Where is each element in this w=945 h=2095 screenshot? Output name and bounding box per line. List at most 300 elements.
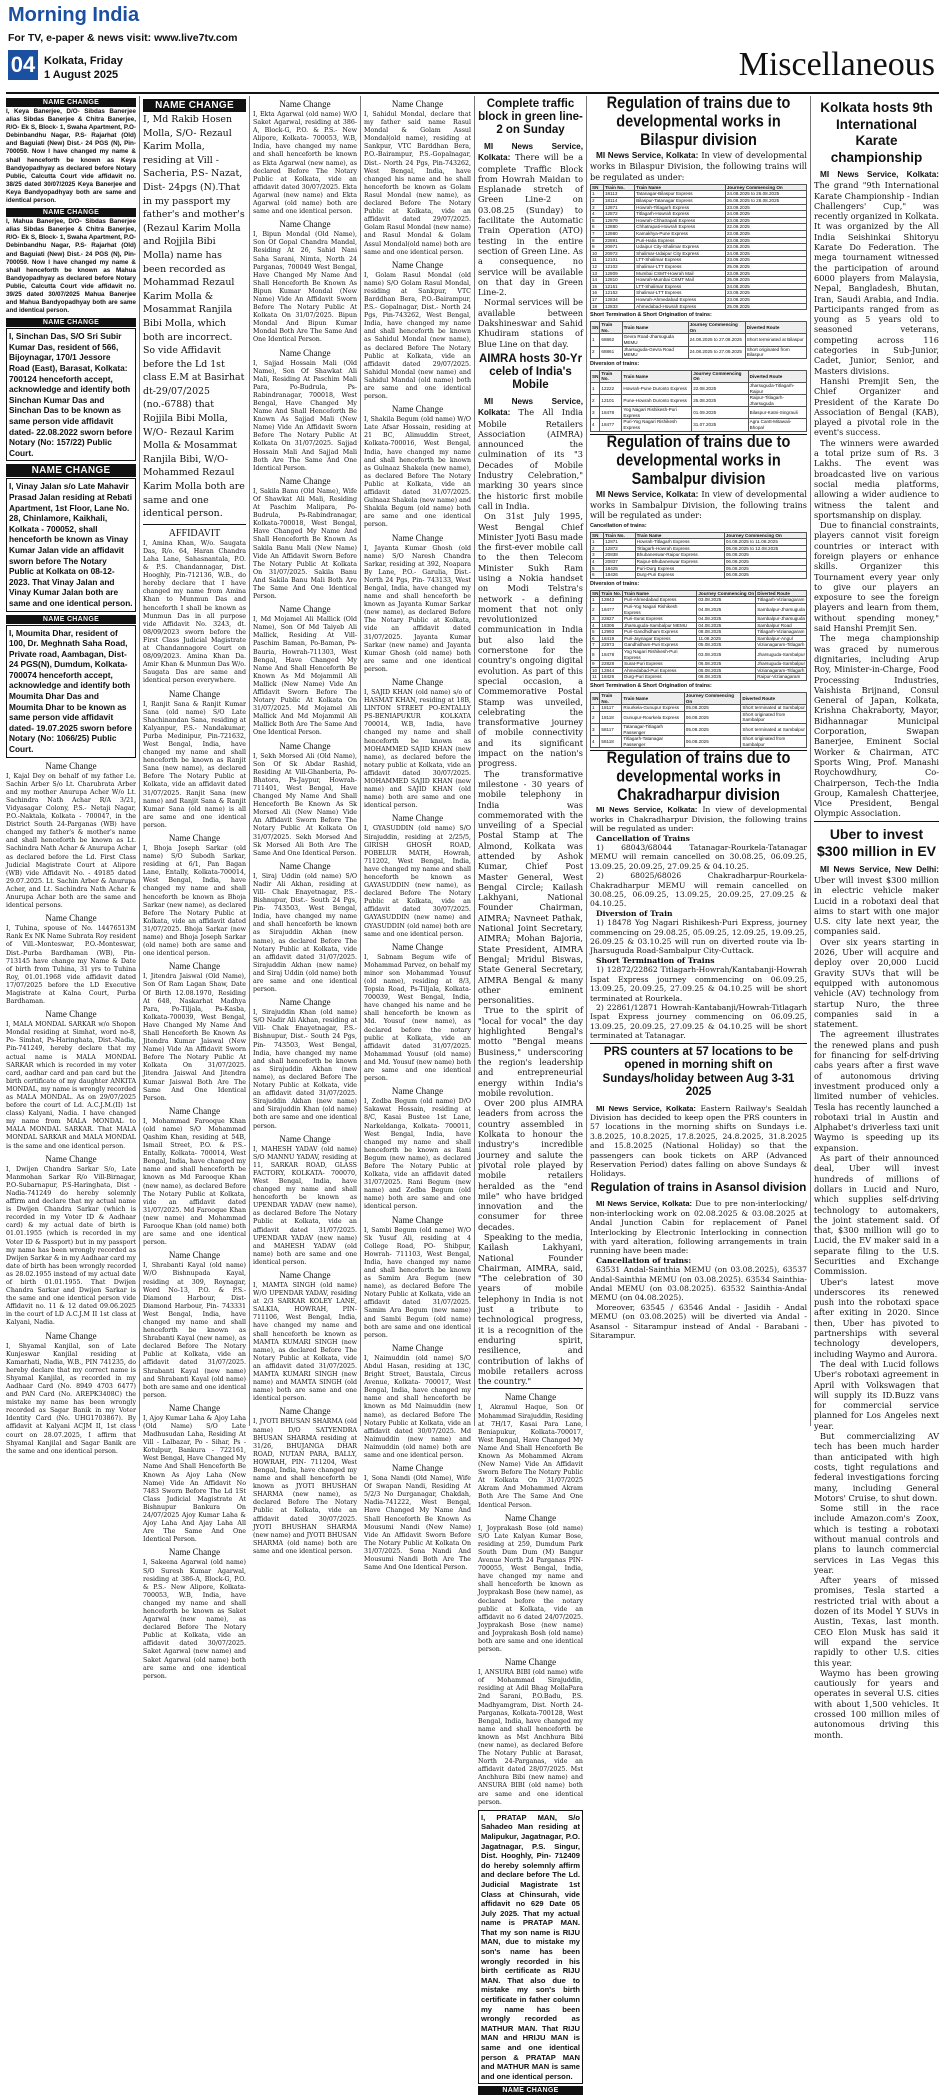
table-header-row — [591, 590, 807, 597]
table-row — [591, 296, 807, 303]
notice: I, Zedba Begum (old name) D/O Sakawat Hossain, residing at 8/C, Kasai Bustee 1st Lane, Narkeldanga, Kolkata- 700011, West Bengal, India, have changed my name and shall henceforth be known as Rani Begum (new name), as declared Before The Notary Public at Kolkata, vide an affidavit dated 31/07/2025. Rani Begum (new name) and Zedba Begum (old name) both are same and one identical person. — [364, 1098, 471, 1211]
paragraph: Uber will invest $300 million in electric vehicle maker Lucid in a robotaxi deal that aims to start with one major U.S. city late next year, the companies said. — [814, 875, 939, 937]
table-cell: 12993 — [600, 629, 623, 636]
table-cell: 18477 — [600, 603, 623, 615]
notice-heading: Name Change — [45, 1153, 97, 1164]
table-cell: 12871 — [604, 539, 636, 546]
table-cell: Short originated from Sambalpur — [741, 736, 807, 748]
table-cell: 23.09.2025 — [725, 270, 806, 277]
notice: I, Sajjad Hossain Mali (Old Name), Son Of Shawkat Ali Mali, Residing At Paschim Mali Para, Po-Budrula, Ps-Rabindranagar, 700018, West Bengal, Have Changed My Name And Shall Henceforth Be Known As Sajjad Mali (New Name) Vide An Affidavit Sworn Before The Notary Public At Kolkata On 31/07/2025. Sajjad Hossain Mali And Sajjad Mali Both Are The Same And One Identical Person. — [253, 359, 357, 472]
table-row — [591, 407, 807, 419]
notice: I, Naimuddin (old name) S/O Abdul Hasan, residing at 13C, Bright Street, Baustala, Circus Avenue, Kolkata- 700017, West Bengal, India, have changed my name and shall henceforth be known as Md Naimuddin (new name), as declared Before The Notary Public at Kolkata, vide an affidavit dated 30/07/2025. Md Naimuddin (new name) and Naimuddin (old name) both are same and one identical person. — [364, 1354, 471, 1459]
name-change-bar: NAME CHANGE — [6, 318, 136, 327]
table-row — [591, 642, 807, 649]
table-row — [591, 346, 807, 358]
paragraph: In view of developmental works in Sambalpur Division, the following trains will be regulated as under: — [590, 488, 807, 521]
table-cell: Kamakhya-Pune Express — [635, 231, 726, 238]
table-cell: Puri-Surat Express — [623, 616, 697, 623]
paragraph: The transformative milestone - 30 years of mobile telephony in India was commemorated with the unveiling of a Special Postal Stamp at The Almond, Kolkata was attended by Ashok Kumar, Chief Post Master General, West Bengal Circle; Kailash Lakhyani, National Founder Chairman, AIMRA; Navneet Pathak, National Joint Secretary, AIMRA; Mohan Bajoria, State President, AIMRA Bengal; Mridul Biswas, State General Secretary, AIMRA Bengal & many other eminent personalities. — [478, 768, 583, 1006]
table-cell: Titlagarh-Howrah Express — [635, 211, 726, 218]
table-row — [591, 395, 807, 407]
table-cell: 10 — [591, 250, 604, 257]
table-cell: 04.08.2025 — [697, 616, 756, 623]
table-cell: Sambalpur-Jharsuguda — [756, 603, 807, 615]
table-cell: Howrah-Chhatrapati Express — [635, 217, 726, 224]
table-row — [591, 711, 807, 723]
table-cell: Sambalpur-Jharsuguda — [757, 616, 805, 622]
table-cell: 68861 — [600, 346, 622, 358]
table-row — [591, 419, 807, 431]
notice-heading: Name Change — [279, 99, 331, 109]
story-dateline: MI News Service, New Delhi: — [820, 864, 939, 874]
table-cell: 15 — [591, 283, 604, 290]
table-cell: 12102 — [603, 264, 634, 271]
table-cell: Ahmedabad-Puri Express — [623, 667, 697, 674]
table-cell: 08.08.2025 — [697, 629, 756, 636]
table-cell: 11.08.2025 — [697, 635, 756, 642]
table-cell: Puri-Hatia Express — [635, 237, 726, 244]
table-cell: 12844 — [600, 667, 623, 674]
table-cell: Puri-Ahmedabad Express — [623, 597, 697, 604]
table-cell: 3 — [591, 407, 600, 419]
notice: I, Sekh Morsed Ali (Old Name), Son Of Sk Abdar Rashid, Residing At Vill-Ghanberia, Po-Bhatora, Ps-Jaypur, Howrah-711401, West Bengal, Have Changed My Name And Shall Henceforth Be Known As Sk Morsed Ali (New Name) Vide An Affidavit Sworn Before The Notary Public At Kolkata On 31/07/2025. Sekh Morsed And Sk Morsed Ali Both Are The Same And One Identical Person. — [253, 752, 357, 857]
table-row — [591, 250, 807, 257]
short-termination-table — [590, 692, 807, 748]
table-cell: 2 — [591, 395, 600, 407]
table-cell: 8 — [591, 237, 604, 244]
table-cell: 13 — [591, 270, 604, 277]
table-cell: Mumbai CSMT-Howrah Mail — [635, 270, 726, 277]
table-row — [591, 674, 807, 681]
notice-heading: Name Change — [391, 1463, 444, 1474]
table-cell: Puri-Yog Nagari Rishikesh Express — [622, 419, 692, 431]
table-cell: 16 — [591, 290, 604, 297]
table-cell: 23.09.2025 — [725, 290, 806, 297]
table-header-cell: SN — [592, 590, 599, 596]
table-cell: 6 — [591, 224, 604, 231]
table-row — [591, 191, 807, 198]
table-row — [591, 661, 807, 668]
table-cell: 68862 — [600, 334, 622, 346]
table-cell: 14 — [591, 277, 604, 284]
paragraph: Due to financial constraints, players cannot visit foreign countries or interact with foreign players or enhance skills. Organizer this Tournament every year only to give our players an exposure to see the foreign players and learn from them, without spending money," said Hanshi Premjit Sen. — [814, 520, 939, 634]
story-body — [590, 1104, 807, 1179]
table-label: Cancellation of trains: — [590, 522, 647, 529]
table-cell: 8 — [591, 649, 600, 661]
table-cell: Yog Nagari Rishikesh-Puri Express — [622, 407, 692, 419]
table-header-row — [591, 693, 807, 705]
table-cell: Short terminated at Sambalpur — [742, 705, 805, 711]
name-change-bar: NAME CHANGE — [6, 464, 136, 477]
notice-heading: Name Change — [168, 961, 221, 972]
story-headline: Regulation of trains in Asansol division — [590, 1181, 807, 1194]
table-header-cell: SN — [591, 532, 604, 539]
table-cell: Sambalpur Road — [756, 622, 807, 629]
table-cell: 2 — [591, 346, 600, 358]
table-cell: Raipur-Titlagarh-Jharsuguda — [748, 395, 806, 407]
table-header-row — [591, 370, 807, 382]
cancellation-table — [590, 532, 807, 579]
table-cell: 58117 — [600, 724, 622, 736]
notice-heading: Name Change — [391, 1342, 444, 1353]
story-headline: PRS counters at 57 locations to be opened in morning shift on Sundays/holiday between Aug 3-31 2025 — [602, 1045, 795, 1099]
table-row — [591, 616, 807, 623]
table-cell: LTT-Shalimar Express — [635, 257, 726, 264]
table-cell: Raipur-Bhubaneswar Express — [635, 558, 724, 565]
table-cell: Vizianagaram-Titlagarh — [756, 642, 807, 649]
notice: I, Golam Rasul Mondal (old name) S/O Golam Rasul Mondal, residing at Sankpur, VTC Barddhan Bera, P.O.-Bairampur, P.S.- Gopalnagar, Dist.- North 24 Pgs, Pin-743262, West Bengal, India, have changed my name and shall henceforth be known as Sahidul Mondal (new name), as declared Before The Notary Public at Kolkata, vide an affidavit dated 29/07/2025. Sahidul Mondal (new name) and Sahidul Mandal (old name) both are same and one identical person. — [364, 271, 471, 401]
notice: I, Sahidul Mondal, declare that my father said name Rasul Mondal & Golam Assul Mondal(old name), residing at Sankpur, VTC Barddhan Bera, P.O.-Bairampur, P.S.-Gopalnagar, Dist.- North 24 Pgs, Pin-743262, West Bengal, India, have changed his name and he shall henceforth be known as Golam Rasul Mondal (new name), as declared Before The Notary Public at Kolkata, vide an affidavit dated 29/07/2025. Golam Rasul Mondal (new name) and Rasul Mondal & Golam Assul Mondal(old name) both are same and one identical person. — [364, 111, 471, 256]
story-dateline: MI News Service, Kolkata: — [596, 489, 699, 499]
table-cell: Jharsuguda-Sambalpur — [757, 661, 805, 667]
table-cell: Tatanagar-Titlagarh Passenger — [622, 724, 684, 736]
notice: I, Jitendra Jaiswal (Old Name), Son Of Ram Lagan Shaw, Date Of Birth 12.08.1970, Residing At 648, Naskarhat Madhya Para, Po-Tiljala, Ps-Kasba, Kolkata-700039, West Bengal, Have Changed My Name And Shall Henceforth Be Known As Jitendra Kumar Jaiswal (New Name) Vide An Affidavit Sworn Before The Notary Public At Kolkata On 31/07/2025. Jitendra Jaiswal And Jitendra Kumar Jaiswal Both Are The Same And One Identical Person. — [143, 973, 246, 1102]
table-cell: 12880 — [603, 231, 634, 238]
table-cell: 3 — [591, 724, 600, 736]
table-cell: 20838 — [604, 552, 636, 559]
table-row — [591, 629, 807, 636]
notice: I, MALA MONDAL SARKAR w/o Shopon Mondal residing at Simhat, word no-8, Po- Simhat, Ps-Haringhata, Dist.-Nadia, Pin-741249, hereby declare that my actual name is MALA MONDAL SARKAR which is recorded in my voter card, aadhar card and pan card but the birth certificate of my daughter ANKITA MONDAL, my name is wrongly recorded as MALA MONDAL. As on 29/07/2025 before the court of Ld. A.C.J.M.(II) 1st class) Kalyani, Nadia. I have changed my name from MALA MONDAL to MALA MONDAL SARKAR. That MALA MONDAL SARKAR and MALA MONDAL is the same and one identical person. — [6, 1021, 136, 1150]
notice: I, MAHESH YADAV (old name) S/O MANNU YADAV, residing at 11, SARKAR ROAD, GLASS FACTORY, KOLKATA- 700070, West Bengal, India, have changed my name and shall henceforth be known as UPENDAR YADAV (new name), as declared Before The Notary Public at Kolkata, vide an affidavit dated 31/07/2025. UPENDAR YADAV (new name) and MAHESH YADAV (old name) both are same and one identical person. — [253, 1145, 357, 1266]
table-cell: 12151 — [603, 283, 634, 290]
table-cell: 2 — [591, 603, 600, 615]
table-cell: 25.09.2025 — [725, 303, 806, 310]
notice-heading: Name Change — [391, 404, 444, 415]
paragraph: Cancellation of Trains — [596, 833, 690, 843]
table-cell: Jharsuguda-Titlagarh-Raipur — [748, 382, 806, 394]
table-cell: Puri-Jaynagar Express — [623, 635, 697, 642]
notice: I, Shrabanti Kayal (old name) W/O Bishnupada Kayal, residing at 309, Roynagar, Word No-13, P.O. & P.S.- Diamond Harbour, Dist- Diamond Harbour, Pin- 743331 West Bengal, India, have changed my name and shall henceforth be known as Shrabanti Kayal (new name), as declared Before The Notary Public at Kolkata, vide an affidavit dated 31/07/2025. Shrabanti Kayal (new name) and Shrabanti Kayal (old name) both are same and one identical person. — [143, 1262, 246, 1399]
table-cell: 2 — [591, 198, 604, 205]
table-cell: Gevra Road-Jharsuguda MEMU — [622, 334, 688, 346]
story-dateline: MI News Service, Kolkata: — [596, 805, 698, 815]
affidavit-heading: AFFIDAVIT — [168, 527, 221, 539]
table-cell: Short terminated at Sambalpur — [741, 724, 807, 736]
story-dateline: MI News Service, Kolkata: — [478, 142, 583, 163]
notice-heading: Name Change — [391, 99, 444, 109]
table-header-cell: Train Name — [635, 184, 726, 191]
table-cell: Agra Cantt-Mitawali-Bhopal — [748, 419, 806, 431]
table-cell: 3 — [591, 552, 604, 559]
notice-heading: Name Change — [279, 860, 331, 871]
table-header-row — [591, 322, 807, 334]
notice-heading: Name Change — [391, 259, 444, 270]
table-row — [591, 667, 807, 674]
table-header-cell: Train Name — [622, 370, 692, 382]
table-row — [591, 736, 807, 748]
paragraph: Eastern Railway's Sealdah Division has decided to keep open the PRS counters in 57 locations in the morning shifts on Sundays i.e. 3.8.2025, 10.8.2025, 17.8.2025, 24.8.2025, 31.8.2025 and 15.8.2025 (National Holiday) so that the passengers can book tickets on ARP (Advanced Reservation Period) dates falling on above Sundays & Holidays. — [590, 1103, 807, 1179]
table-cell: 20837 — [604, 558, 636, 565]
table-cell: Jharsuguda-Gevra Road MEMU — [622, 346, 688, 358]
notice: I, SAJID KHAN (old name) s/o of HASMAT KHAN, residing at 18B, LINTON STREET PO-ENTALLY PS-BENIAPUKUR KOLKATA 700014, W.B, India, have changed my name and shall henceforth be known as MOHAMMED SAJID KHAN (new name), as declared before the notary public at Kolkata, vide an affidavit dated 30/07/2025. MOHAMMED SAJID KHAN (new name) and SAJID KHAN (old name) both are same and one identical person. — [364, 689, 471, 810]
table-cell: 23.09.2025 — [725, 257, 806, 264]
table-cell: 04.08.2025 — [697, 622, 756, 629]
story-dateline: MI News Service, Kolkata: — [478, 396, 583, 418]
story-body — [590, 489, 807, 521]
table-cell: 5 — [591, 217, 604, 224]
table-cell: Surat-Puri Express — [623, 661, 697, 668]
table-cell: Titlagarh-Vizianagaram — [756, 597, 807, 604]
table-row — [591, 211, 807, 218]
table-header-cell: Journey Commencing On — [684, 693, 741, 705]
table-row — [591, 597, 807, 604]
diversion-table — [590, 590, 807, 681]
table-row — [591, 724, 807, 736]
notice: I, Tuhina, spouse of No. 14476513M Rank Ex NK Name Subrata Roy resident of Vill.-Monteswar, P.O.-Monteswar, Dist.-Purba Bardhaman (WB), Pin- 713145 have change my Name & Date of birth from Tuhina, 31 yrs to Tuhina Roy, 01.01.1968 vide affidavit dated 17/07/2025 before the LD Executive Magistrate at Kalna Court, Purba Bardhaman. — [6, 925, 136, 1006]
city-day: Kolkata, Friday — [44, 55, 123, 67]
table-row — [591, 545, 807, 552]
notice: I, Akramul Haque, Son Of Mohammad Sirajuddin, Residing at 7H/17, Kasai Para Lane, Beniapukur, Kolkata-700017, West Bengal, Have Changed My Name And Shall Henceforth Be Known As Mohammed Akram (New Name) Vide An Affidavit Sworn Before The Notary Public At Kolkata On 31/07/2025 Akram And Mohammed Akram Both Are The Same And One Identical Person. — [478, 1404, 583, 1509]
table-cell: 23.09.2025 — [725, 204, 806, 211]
divider — [143, 524, 246, 525]
column-rule — [810, 96, 811, 1426]
table-cell: 4 — [591, 558, 604, 565]
table-cell: 1 — [591, 191, 604, 198]
table-cell: 12843 — [600, 597, 623, 604]
table-header-cell: Diverted Route — [745, 322, 806, 334]
notice: I, Siraj Uddin (old name) S/O Nadir Ali Akhan, residing at Vill- Chak Enayetnagar, P.S.- Bishnupur, Dist.- South 24 Pgs, Pin- 743503, West Bengal, India, have changed my name and shall henceforth be known as Sirajuddin Akhan (new name), as declared Before The Notary Public at Kolkata, vide an affidavit dated 31/07/2025. Sirajuddin Akhan (new name) and Siraj Uddin (old name) both are same and one identical person. — [253, 872, 357, 994]
table-row — [591, 204, 807, 211]
table-header-cell: Train No. — [600, 693, 622, 705]
table-cell: 12101 — [600, 395, 622, 407]
story-headline: Regulation of trains due to developmental works in Chakradharpur division — [606, 749, 791, 805]
table-header-cell: Diverted Route — [741, 693, 807, 705]
table-cell: Sambalpur-Angul — [756, 635, 807, 642]
table-cell: 12834 — [603, 296, 634, 303]
table-cell: 05.08.2025 — [684, 724, 741, 736]
table-cell: Bilaspur-Katni-Singrauli — [748, 407, 806, 419]
table-cell: 06.08.2025 — [697, 661, 756, 668]
paragraph: The winners were awarded a total prize sum of Rs. 3 Lakhs. The event was broadcasted live on various social media platforms, allowing a wider audience to witness the talent and sportsmanship on display. — [814, 437, 939, 520]
table-cell: 01.09.2025 — [692, 407, 748, 419]
table-row — [591, 603, 807, 615]
notice: I, Sakila Banu (Old Name), Wife Of Shawkat Ali Mali, Residing At Paschim Malipara, Po-Budrula, Ps-Rabindranagar, Kolkata-700018, West Bengal, Have Changed My Name And Shall Henceforth Be Known As Sakila Banu Mali (New Name) Vide An Affidavit Sworn Before The Notary Public At Kolkata On 31/07/2025. Sakila Banu And Sakila Banu Mali Both Are The Same And One Identical Person. — [253, 487, 357, 601]
table-cell: 24.09.2025 — [725, 211, 806, 218]
brand-title: Morning India — [8, 4, 140, 26]
story-body — [814, 169, 939, 819]
notice-heading: Name Change — [168, 1547, 221, 1558]
table-cell: 04.08.2025 to 11.08.2025 — [724, 539, 806, 546]
table-cell: Puri-Gandhidham Express — [623, 629, 697, 636]
notice: I, Sona Nandi (Old Name), Wife Of Swapan Nandi, Residing At 5/2/3 No Durganagar, Chakdah, Nadia-741222, West Bengal, Have Changed My Name And Shall Henceforth Be Known As Mousumi Nandi (New Name) Vide An Affidavit Sworn Before The Notary Public At Kolkata On 31/07/2025. Sona Nandi And Mousumi Nandi Both Are The Same And One Identical Person. — [364, 1475, 471, 1572]
notice: I, Jayanta Kumar Ghosh (old name) S/O Naresh Chandra Sarkar, residing at 392, Noapara By Lane, P.O.- Garulia, Dist.- North 24 Pgs, Pin- 743133, West Bengal, India, have changed my name and shall henceforth be known as Jayanta Kumar Sarkar (new name), as declared Before The Notary Public at Kolkata, vide an affidavit dated 31/07/2025. Jayanta Kumar Sarkar (new name) and Jayanta Kumar Ghosh (old name) both are same and one identical person. — [364, 544, 471, 673]
table-cell: 4 — [591, 622, 600, 629]
table-cell: Puri-Durg Express — [635, 565, 724, 572]
notice-heading: Name Change — [391, 677, 444, 687]
table-header-row — [591, 184, 807, 191]
table-cell: Howrah-Mumbai CSMT Mail — [635, 277, 726, 284]
story-body — [478, 141, 583, 349]
table-label: Short Termination & Short Origination of trains: — [590, 312, 712, 319]
notice: I, GYASUDDIN (old name) S/O Sirajuddin, residing at 2/25/5, GIRISH GHOSH ROAD, POBELUR MATH, Howrah, 711202, West Bengal, India, have changed my name and shall henceforth be known as GAYASUDDIN (new name), as declared Before The Notary Public at Kolkata, vide an affidavit dated 30/07/2025. GAYASUDDIN (new name) and GYASUDDIN (old name) both are same and one identical person. — [364, 825, 471, 938]
notice: I, Bhoja Joseph Sarkar (old name) S/O Subodh Sarkar, residing at 6/1, Pan Bagan Lane, Entally, Kolkata-700014, West Bengal, India, have changed my name and shall henceforth be known as Bhoja Sarkar (new name), as declared Before The Notary Public at Kolkata, vide an affidavit dated 31/07/2025. Bhoja Sarkar (new name) and Bhoja Joseph Sarkar (old name) both are same and one identical person. — [143, 845, 246, 958]
table-cell: Puri-Yog Nagari Rishikesh Express — [623, 603, 697, 615]
table-cell: 23.08.2025 — [725, 237, 806, 244]
notice-heading: Name Change — [168, 688, 221, 699]
table-cell: 04.08.2025 — [697, 603, 756, 615]
table-header-cell: Journey Commencing On — [688, 322, 745, 334]
table-row — [591, 217, 807, 224]
notice-heading: Name Change — [279, 347, 331, 358]
table-cell: 22.09.2025 — [725, 224, 806, 231]
paragraph: In view of developmental works in Chakradharpur Division, the following trains will be regulated as under: — [590, 805, 807, 834]
table-cell: Shalimar-LTT Express — [635, 290, 726, 297]
table-header-cell: Train No. — [600, 370, 622, 382]
table-cell: Titlagarh-Tatanagar Passenger — [622, 736, 684, 748]
story-dateline: MI News Service, Kolkata: — [820, 170, 939, 179]
table-row — [591, 382, 807, 394]
notice-heading: Name Change — [391, 1214, 444, 1225]
table-cell: 20971 — [603, 244, 634, 251]
table-cell: Chhatrapati-Howrah Express — [635, 224, 726, 231]
notice-heading: Name Change — [504, 1657, 557, 1668]
table-cell: 12833 — [603, 303, 634, 310]
table-header-cell: Train No. — [600, 322, 622, 334]
table-row — [591, 334, 807, 346]
table-cell: 18426 — [604, 572, 636, 579]
table-label: Short Termination & Short Origination of trains: — [590, 683, 712, 690]
notice: I, Ajoy Kumar Laha & Ajoy Laha (Old Name) S/O Late Madhusudan Laha, Residing At Vill - Lalbazar, Po - Sihar, Ps - Kotulpur, Bankura - 722161, West Bengal, Have Changed My Name And Shall Henceforth Be Known As Ajoy Laha (New Name) Vide An Affidavit No 7483 Sworn Before The Ld 1St Class Judicial Magistrate At Bishnupur Bankura On 24/07/2025 Ajoy Kumar Laha & Ajoy Laha And Ajay Laha All Are The Same And One Identical Person. — [143, 1414, 246, 1544]
column-rule — [139, 96, 140, 1426]
name-change-bar: NAME CHANGE — [6, 615, 136, 624]
story-body — [590, 1199, 807, 1340]
table-cell: 1 — [591, 597, 600, 604]
story-headline: Regulation of trains due to developmental works in Bilaspur division — [606, 94, 791, 150]
table-cell: 4 — [591, 419, 600, 431]
paragraph: After years of missed promises, Tesla started a restricted trial with about a dozen of its Model Y SUVs in Austin, Texas, last month. CEO Elon Musk has said it will expand the service rapidly to other U.S. cities this year. — [814, 1575, 939, 1668]
table-cell: 1 — [591, 539, 604, 546]
paragraph: In view of developmental works in Bilaspur Division, the following trains will be regulated as under: — [590, 150, 807, 182]
table-cell: 6 — [591, 572, 604, 579]
table-cell: Vizianagaram-Titlagarh — [756, 667, 807, 674]
table-header-row — [591, 532, 807, 539]
table-cell: 18 — [591, 303, 604, 310]
notice: I, Keya Banerjee, D/O- Sibdas Banerjee alias Sibdas Banerjee & Chitra Banerjee, R/O- Ek S, Block- 1, Swaha Apartment, P.O- Debinbandhu Nagar, P.S- Rajarhat (Old) and Baguiati (New) Dist.- 24 PGS (N), Pin- 700059. Now I have changed my name & shall henceforth be known as Keya Bandyopadhyay as declared before Notary Public, Calcutta Court vide affidavit no. 38/25 dated 30/07/2025 Keya Banerjee and Keya Bandyopadhyay both are same and identical person. — [6, 108, 136, 205]
table-cell: 24.08.2025 — [725, 250, 806, 257]
table-cell: 12809 — [603, 270, 634, 277]
table-cell: 12880 — [603, 224, 634, 231]
table-cell: 17 — [591, 296, 604, 303]
table-header-cell: SN — [591, 322, 600, 334]
table-cell: 1 — [591, 382, 600, 394]
notice: I, Ranjit Sana & Ranjit Kumar Sana (old name) S/O Late Shachinandan Sana, residing at Kalyanpur, P.S.- Nandakumar, Purba Medinipur, Pin-721632, West Bengal, India, have changed my name and shall henceforth be known as Ranjit Sana (new name), as declared Before The Notary Public at Kolkata, vide an affidavit dated 31/07/2025. Ranjit Sana (new name) and Ranjit Sana & Ranjit Kumar Sana (old name) is all are same and one identical person. — [143, 700, 246, 829]
table-cell: Jharsuguda-Sambalpur MEMU — [623, 622, 697, 629]
table-row — [591, 572, 807, 579]
notice-heading: Name Change — [391, 813, 444, 824]
paragraph: 1) 68043/68044 Tatanagar-Rourkela-Tatanagar MEMU will remain cancelled on 30.08.25, 06.09.25, 13.09.25, 20.09.25, 27.09.25 & 04.10.25. — [590, 843, 807, 871]
table-cell: 12 — [591, 264, 604, 271]
paragraph: Speaking to the media, Kailash Lakhyani, National Founder Chairman, AIMRA, said, "The celebration of 30 years of mobile telephony in India is not just a tribute to technological progress, it is a recognition of the enduring spirit, resilience, and contribution of lakhs of mobile retailers across the country." — [478, 1231, 583, 1387]
table-cell: Ahmedabad-Howrah Express — [635, 303, 726, 310]
column-1 — [6, 96, 136, 1455]
paragraph: There will be a complete Traffic Block from Howrah Maidan to Esplanade stretch of Green Line-2 on 03.08.25 (Sunday) to facilitate the Automatic Train Operation (ATO) testing in the entire section of Green Line. As a consequence, no service will be available on that day in Green Line-2. — [478, 152, 584, 298]
notice: I, Kajal Dey on behalf of my father I.e. Sachin Arber S/o Lt. Charubrata Arber and my mother Anurupa Acher W/o Lt. Sachindra Nath Achar R/A 3/21, Vidyasagar Colony, P.S.- Netaji Nagar, P.O.-Naktala, Kolkata - 700047, in the District South 24-Parganas (WB) have changed my father's & mother's name and shall henceforth be known as Lt. Sachindra Nath Achar & Anurupa Achar as declared before the Ld. First Class Judicial Magistrate Court at Alipore (WB) vide Affidavit No. - 49185 dated 29.07.2025. Lt. Sachin Arber & Anurupa Acher, and Lt. Sachindra Nath Achar & Anurupa Achar both are the same and identical persons. — [6, 772, 136, 910]
table-cell: 11 — [591, 674, 600, 681]
story-body — [478, 396, 583, 1387]
table-cell: 22973 — [600, 642, 623, 649]
paragraph: The grand "9th International Karate Championship - Indian Challengers' Cup," was recently organized in Kolkata. It was organized by the All India Seishinkai Shitoryu Karate Do Federation. The mega tournament witnessed the participation of around 6000 players from Malaysia, Nepal, Bangladesh, Bhutan, Iran, Saudi Arabia, and India. Participants ranged from as young as 5 years old to seasoned veterans, competing across 116 categories in Sub-Junior, Cadet, Junior, Senior, and Masters divisions. — [814, 180, 940, 376]
column-2 — [143, 96, 246, 1680]
table-cell: 24.08.2025 to 27.08.2025 — [688, 346, 745, 358]
notice-heading: Name Change — [168, 1105, 221, 1116]
table-cell: 12879 — [603, 217, 634, 224]
story-body — [590, 150, 807, 182]
table-row — [591, 552, 807, 559]
table-cell: 3 — [591, 204, 604, 211]
name-change-bar: NAME CHANGE — [6, 98, 136, 107]
notice-heading: Name Change — [279, 219, 331, 230]
table-cell: 18118 — [600, 711, 622, 723]
table-header-cell: Train Name — [622, 693, 684, 705]
notice: I, Md Mojamel Ali Mallick (Old Name), Son Of Md Taiyeb Ali Mallick, Residing At Vill-Paschim Baman, Po-Baman, Ps-Bauria, Howrah-711303, West Bengal, Have Changed My Name And Shall Henceforth Be Known As Md Mojammil Ali Mallick (New Name) Vide An Affidavit Sworn Before The Notary Public At Kolkata On 31/07/2025. Md Mojamel Ali Mallick And Md Mojammil Ali Mallick Both Are The Same And One Identical Person. — [253, 616, 357, 737]
table-cell: Rourkela-Gunupur Express — [622, 705, 684, 712]
paragraph: Cancellation of trains: — [596, 1255, 692, 1265]
table-row — [591, 198, 807, 205]
paragraph: The All India Mobile Retailers Association (AIMRA) announced the culmination of its "3 Decades of Mobile Industry Celebration," marking 30 years since the historic first mobile call in India. — [478, 407, 583, 511]
divider — [478, 1388, 583, 1389]
notice: I, Shakila Begum (old name) W/O Late Afsar Hossain, residing at 21 BC, Alimuddin Street, Kolkata-700016, West Bengal, India, have changed my name and shall henceforth be known as Gulnaaz Shakela (new name), as declared Before The Notary Public at Kolkata, vide an affidavit dated 31/07/2025. Gulnaaz Shakela (new name) and Shakila Begum (old name) both are same and one identical person. — [364, 416, 471, 529]
table-row — [591, 622, 807, 629]
boxed-notice: I, PRATAP MAN, S/o Sahadeo Man residing at Malipukur, Jagatnagar, P.O. Jagatnagar, P.S. Singur, Dist. Hooghly, Pin- 712409 do hereby solemnly affirm and declare before The Ld. Judicial Magistrate 1st Class at Chinsurah, vide affidavit no 629 Date 05 July 2025. That my actual name is PRATAP MAN. That my son name is RIJU MAN, due to mistake my son's name has been wrongly recorded in his birth certificate as RIJU MAN. That also due to mistake my son's birth certificate in father column my name has been wrongly recorded as MATHUR MAN. That RIJU MAN and HRIJU MAN is same and one identical person & PRATAP MAN and MATHUR MAN is same and one identical person. — [478, 1810, 583, 2085]
table-cell: Howrah-Pune Duronto Express — [622, 382, 692, 394]
column-4 — [364, 96, 471, 1572]
notice-heading: Name Change — [168, 1250, 221, 1261]
table-cell: 31.07.2025 — [692, 419, 748, 431]
table-cell: Howrah-Ahmedabad Express — [635, 296, 726, 303]
notice: I, Ekta Agarwal (old name) W/O Saket Agarwal, residing at 386-A, Block-G, P.O. & P.S.- New Alipore, Kolkata- 700053, W.B, India, have changed my name and shall henceforth be known as Ekta Agarwal (new name), as declared Before The Notary Public at Kolkata, vide an affidavit dated 30/07/2025. Ekta Agarwal (new name) and Ekta Agarwal (old name) both are same and one identical person. — [253, 111, 357, 216]
name-change-bar: NAME CHANGE — [143, 99, 246, 112]
story-dateline: MI News Service, Kolkata: — [596, 1199, 693, 1209]
table-cell: Bhubaneswar-Raipur Express — [635, 552, 724, 559]
column-3 — [253, 96, 357, 1555]
table-cell: 9 — [591, 661, 600, 668]
table-cell: 18114 — [603, 198, 634, 205]
paragraph: Diversion of Train — [596, 908, 673, 918]
table-cell: 12222 — [600, 382, 622, 394]
table-cell: 03.08.2025 — [697, 649, 756, 661]
paragraph: Some still in the race include Amazon.com's Zoox, which is testing a robotaxi without manual controls and plans to launch commercial services in Las Vegas this year. — [814, 1503, 939, 1575]
notice: I, Sambi Begum (old name) W/O Sk Yusuf Ali, residing at 4 College Road, PO- Shibpur, Howrah- 711103, West Bengal, India, have changed my name and shall henceforth be known as Samim Ara Begum (new name), as declared Before The Notary Public at Kolkata, vide an affidavit dated 31/07/2025. Samim Ara Begum (new name) and Sambi Begum (old name) both are same and one identical person. — [364, 1226, 471, 1339]
table-cell: 6 — [591, 635, 600, 642]
table-cell: LTT-Shalimar Express — [635, 283, 726, 290]
paragraph: Normal services will be available between Dakshineswar and Sahid Khudiram stations of Blue Line on that day. — [478, 297, 583, 349]
table-header-cell: Journey Commencing On — [725, 184, 806, 191]
table-row — [591, 270, 807, 277]
notice: I, ANSURA BIBI (old name) wife of Mohammad Sirajuddin, residing at Adil Bhag MollaPara 2nd Sarani, P.O.Badu, P.S. Madhyamgram, Dist. North 24-Parganas, Kolkata-700128, West Bengal, India, have changed my name and shall henceforth be known as Mst Anchhura Bibi (new name), as declared Before The Notary Public at Barasat, North 24-Parganas, vide an affidavit dated 28/07/2025. Mst Anchhura Bibi (new name) and ANSURA BIBI (old name) both are same and one identical person. — [478, 1669, 583, 1806]
notice-heading: Name Change — [45, 1009, 97, 1020]
table-cell: Gandhidham-Puri Express — [623, 642, 697, 649]
table-cell: Titlagarh-Howrah Express — [635, 545, 724, 552]
table-cell: 18478 — [600, 407, 622, 419]
table-cell: 05.08.2025 — [684, 705, 741, 712]
paragraph: 2) 68025/68026 Chakradharpur-Rourkela-Chakradharpur MEMU will remain cancelled on 30.08.25, 06.09.25, 13.09.25, 20.09.25, 27.09.25 & 04.10.25. — [590, 871, 807, 909]
table-header-cell: Diverted Route — [748, 370, 806, 382]
table-header-cell: Train Name — [622, 322, 688, 334]
paragraph: But commercializing AV tech has been much harder than anticipated with high costs, tight regulations and federal investigations forcing many, including General Motors' Cruise, to shut down. — [814, 1431, 939, 1503]
paragraph: Due to pre non-interlocking/ non-interlocking work on 02.08.2025 & 03.08.2025 at Andal Junction Cabin for replacement of Panel Interlocking by Electronic Interlocking in connection with yard alteration, following arrangements in train running have been made: — [590, 1199, 807, 1256]
notice-heading: Name Change — [504, 1392, 557, 1403]
notice: I, Mohammad Farooque Khan (old name) S/O Mohammad Qashim Khan, residing at 54B, Ismail Street, P.O. & P.S.- Entally, Kolkata- 700014, West Bengal, India, have changed my name and shall henceforth be known as Md Farooque Khan (new name), as declared Before The Notary Public at Kolkata, vide an affidavit dated 31/07/2025. Md Farooque Khan (new name) and Mohammad Farooque Khan (old name) both are same and one identical person. — [143, 1117, 246, 1247]
story-headline: AIMRA hosts 30-Yr celeb of India's Mobile — [478, 352, 583, 391]
table-cell: Shalimar-Udaipur City Express — [635, 250, 726, 257]
table-cell: Yog Nagari Rishikesh-Puri Express — [623, 649, 697, 661]
table-cell: 18306 — [600, 622, 623, 629]
paragraph: Hanshi Premjit Sen, the Chief Organizer and President of the Karate Do Association of Bengal (KAB), played a pivotal role in the event's success. — [814, 375, 939, 438]
table-cell: 58118 — [600, 736, 622, 748]
notice-heading: Name Change — [168, 1402, 221, 1413]
table-cell: 24.08.2025 — [725, 283, 806, 290]
notice: I, Bipun Mondal (Old Name), Son Of Gopal Chandra Mandal, Residing At 26, Sahid Nani Saha Sarani, Nimta, North 24 Parganas, 700049 West Bengal, Have Changed My Name And Shall Henceforth Be Known As Bipun Kumar Mondal (New Name) Vide An Affidavit Sworn Before The Notary Public At Kolkata On 31/07/2025. Bipun Mondal And Bipun Kumar Mondal Both Are The Same And One Identical Person. — [253, 231, 357, 344]
